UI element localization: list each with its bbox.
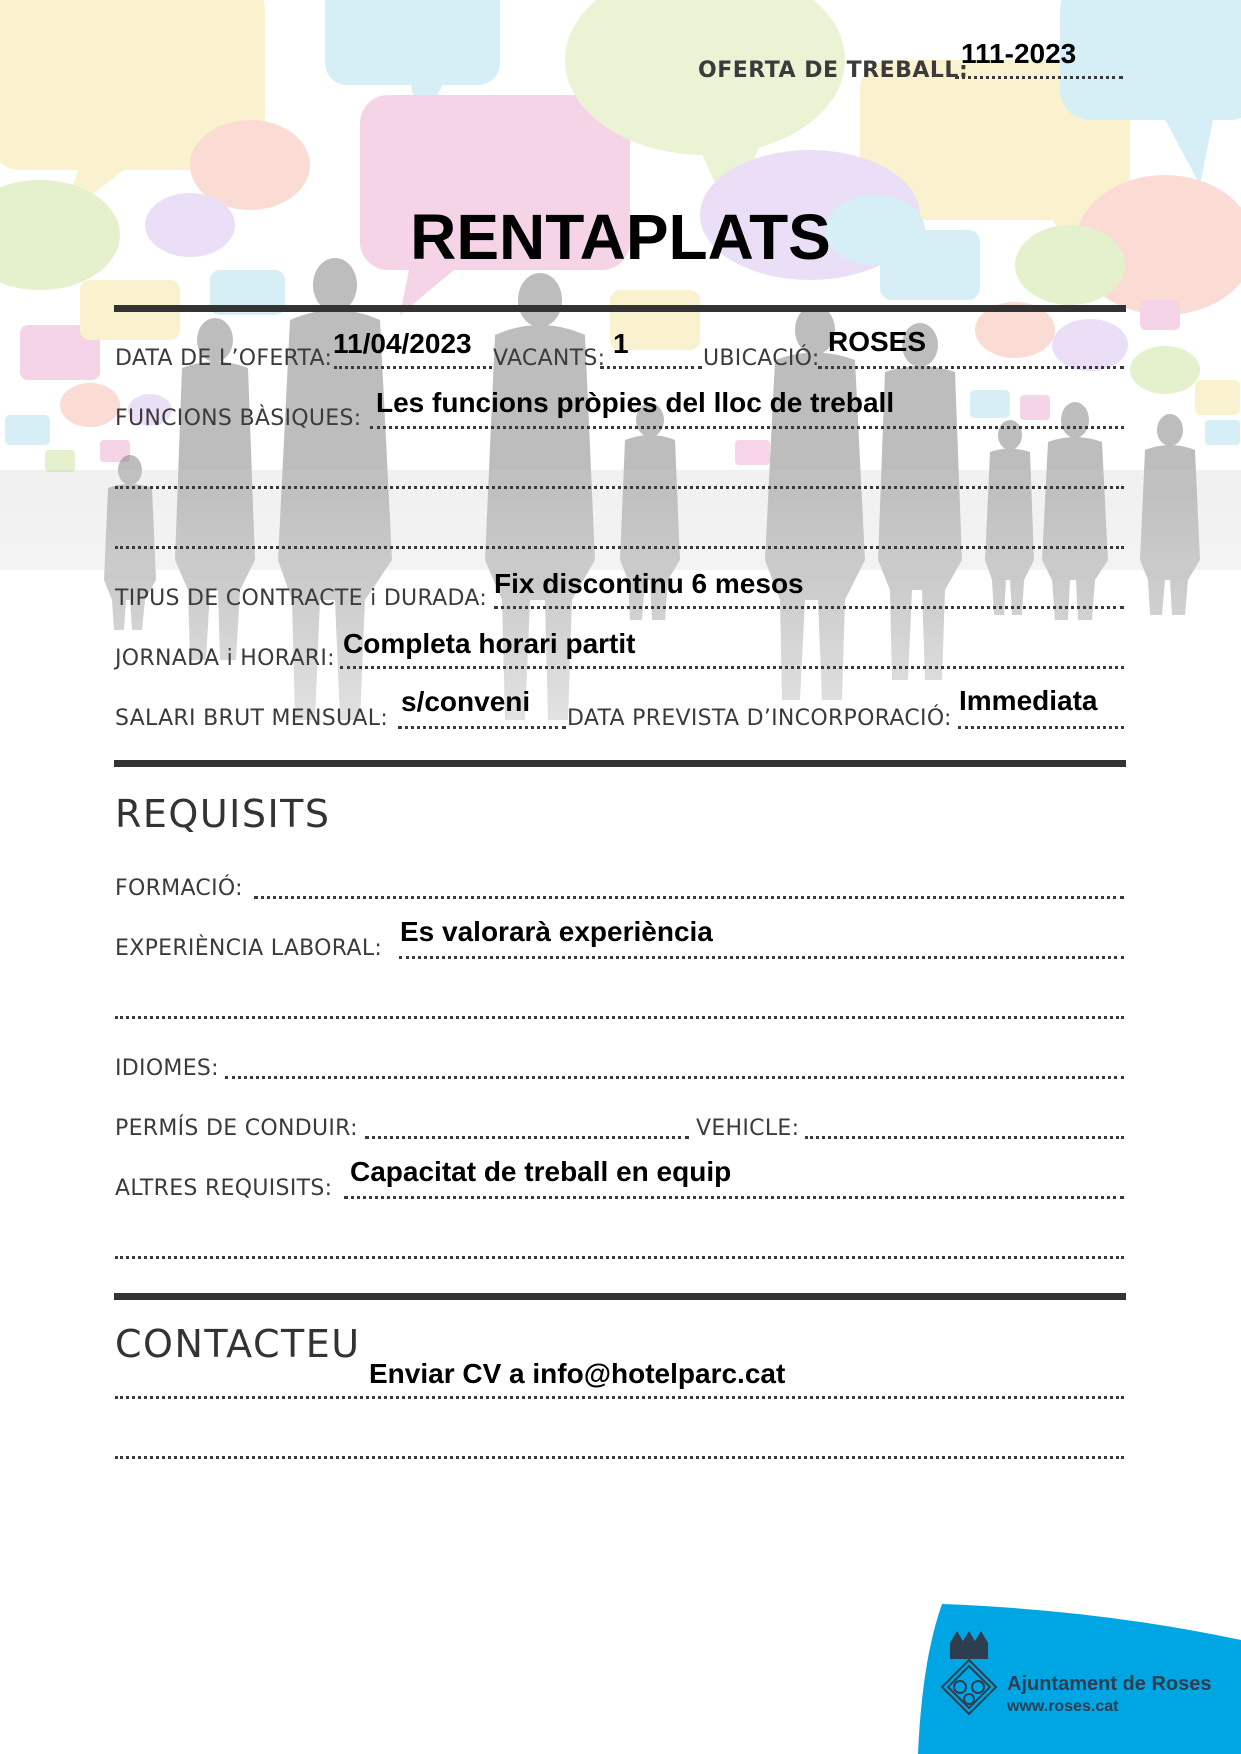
requirements-divider (114, 1293, 1126, 1300)
salary-dots (398, 726, 566, 729)
logo-url: www.roses.cat (1007, 1698, 1119, 1715)
location-dots (818, 366, 1124, 369)
functions-label: FUNCIONS BÀSIQUES: (115, 406, 362, 431)
salary-value: s/conveni (401, 686, 531, 717)
schedule-label: JORNADA i HORARI: (115, 646, 335, 671)
vehicle-label: VEHICLE: (696, 1116, 800, 1141)
driving-license-label: PERMÍS DE CONDUIR: (115, 1116, 358, 1141)
training-dots (254, 896, 1124, 899)
schedule-value: Completa horari partit (343, 628, 636, 659)
training-label: FORMACIÓ: (115, 876, 243, 901)
offer-date-value: 11/04/2023 (333, 328, 472, 359)
start-date-label: DATA PREVISTA D’INCORPORACIÓ: (567, 706, 952, 731)
start-date-dots (958, 726, 1124, 729)
job-title: RENTAPLATS (410, 201, 831, 273)
functions-dots-line-3 (115, 546, 1124, 549)
experience-value: Es valorarà experiència (400, 916, 713, 947)
offer-number-label: OFERTA DE TREBALL: (698, 58, 969, 83)
functions-dots (370, 426, 1124, 429)
experience-dots-line-2 (115, 1016, 1124, 1019)
vehicle-dots (805, 1136, 1124, 1139)
logo-name: Ajuntament de Roses (1007, 1673, 1212, 1695)
driving-license-dots (365, 1136, 689, 1139)
schedule-dots (340, 666, 1124, 669)
contact-heading: CONTACTEU (115, 1322, 361, 1366)
vacancies-label: VACANTS: (493, 346, 606, 371)
title-divider (114, 305, 1126, 312)
start-date-value: Immediata (959, 685, 1098, 716)
contact-dots-line-2 (115, 1456, 1124, 1459)
languages-label: IDIOMES: (115, 1056, 219, 1081)
other-requirements-value: Capacitat de treball en equip (350, 1156, 732, 1187)
salary-label: SALARI BRUT MENSUAL: (115, 706, 389, 731)
contract-dots (494, 606, 1124, 609)
other-requirements-label: ALTRES REQUISITS: (115, 1176, 333, 1201)
offer-date-dots (334, 366, 492, 369)
languages-dots (225, 1076, 1124, 1079)
details-divider (114, 760, 1126, 767)
contract-label: TIPUS DE CONTRACTE i DURADA: (115, 586, 488, 611)
offer-number-dots (955, 76, 1123, 79)
requirements-heading: REQUISITS (115, 792, 331, 836)
offer-number-value: 111-2023 (961, 38, 1077, 69)
contract-value: Fix discontinu 6 mesos (494, 568, 804, 599)
experience-label: EXPERIÈNCIA LABORAL: (115, 936, 383, 961)
location-label: UBICACIÓ: (703, 346, 820, 371)
contact-dots-line-1 (115, 1396, 1124, 1399)
experience-dots (399, 956, 1124, 959)
location-value: ROSES (828, 326, 927, 357)
vacancies-dots (600, 366, 702, 369)
functions-value: Les funcions pròpies del lloc de treball (376, 387, 895, 418)
other-requirements-dots (344, 1196, 1124, 1199)
contact-value: Enviar CV a info@hotelparc.cat (369, 1358, 786, 1389)
vacancies-value: 1 (613, 328, 629, 359)
offer-date-label: DATA DE L’OFERTA: (115, 346, 333, 371)
functions-dots-line-2 (115, 486, 1124, 489)
other-requirements-dots-line-2 (115, 1256, 1124, 1259)
